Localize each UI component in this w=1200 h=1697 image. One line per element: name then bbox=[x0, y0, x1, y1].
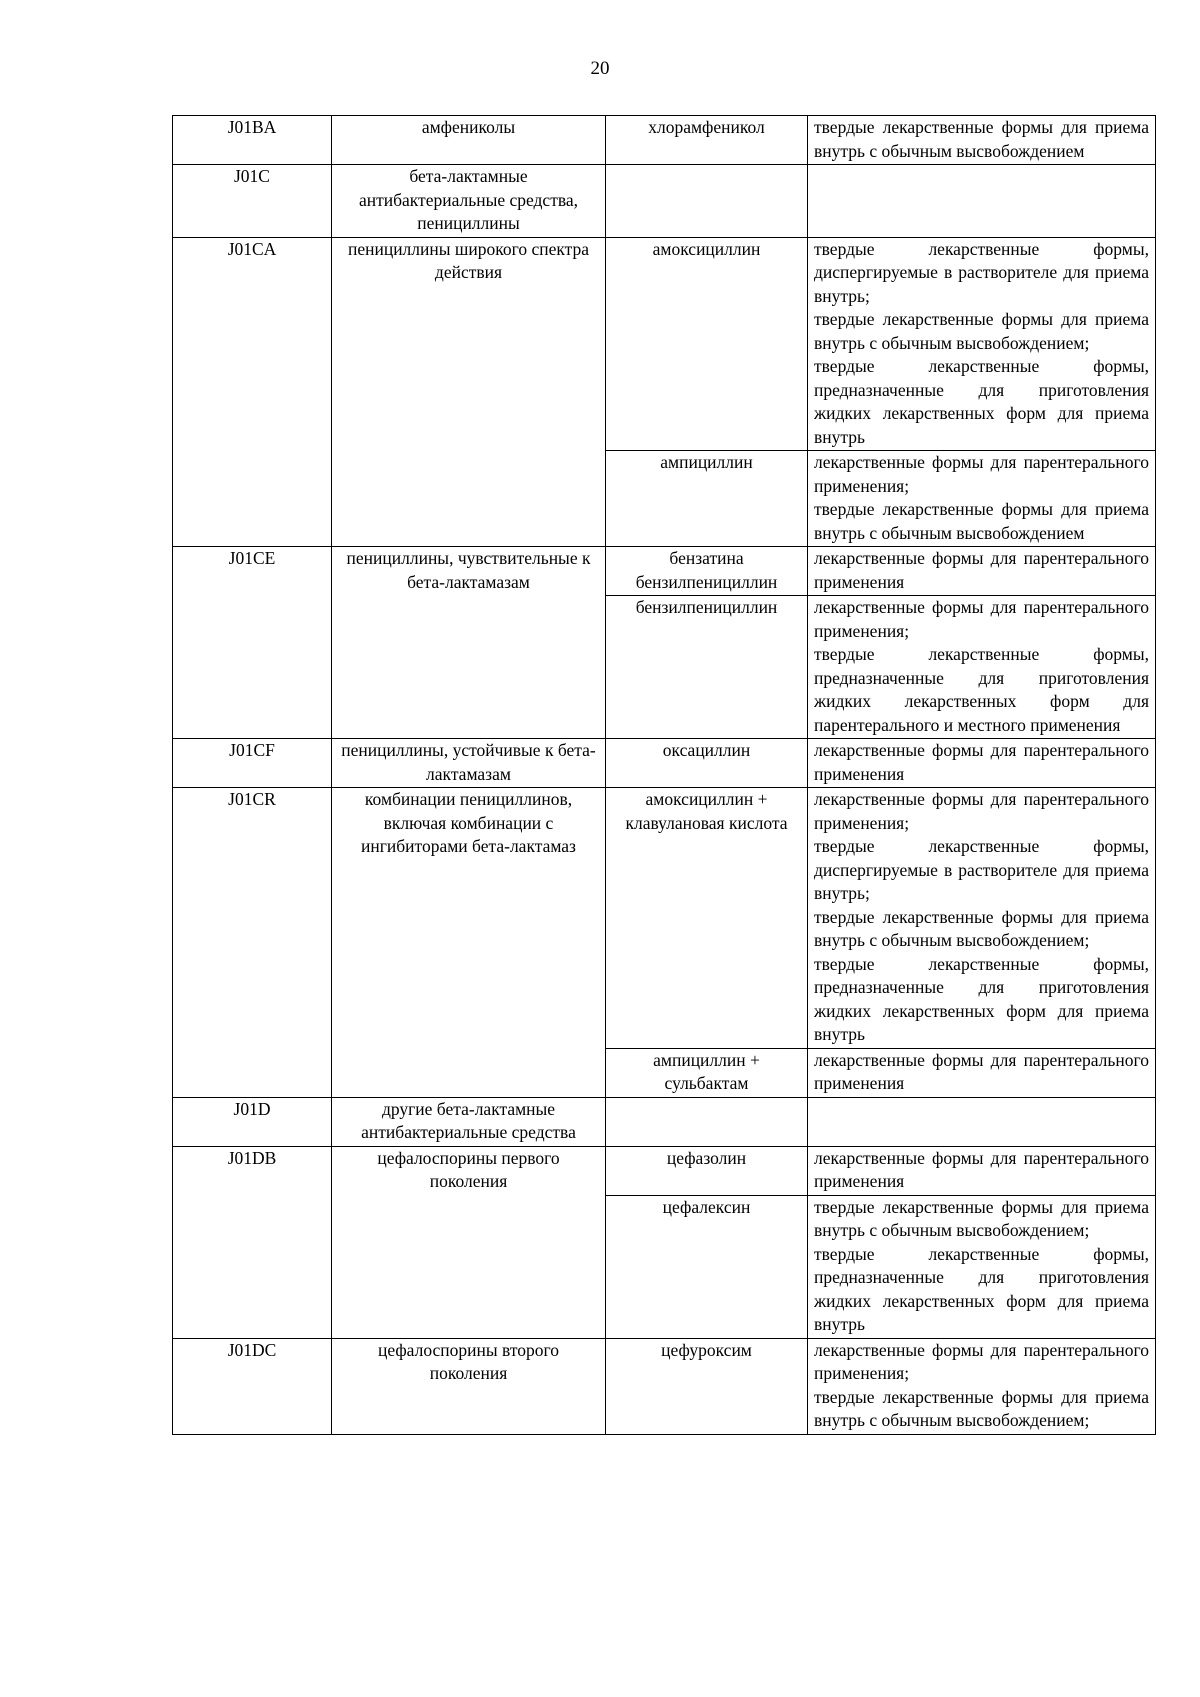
atc-code-cell: J01CR bbox=[173, 788, 332, 1098]
atc-code-cell: J01CA bbox=[173, 237, 332, 547]
dosage-forms-cell bbox=[808, 547, 1156, 596]
dosage-forms-cell bbox=[808, 1195, 1156, 1338]
dosage-forms-cell bbox=[808, 1146, 1156, 1195]
atc-code-cell: J01DB bbox=[173, 1146, 332, 1338]
anatomical-therapeutic-group-cell: цефалоспорины второго поколения bbox=[332, 1338, 606, 1434]
dosage-forms-cell bbox=[808, 451, 1156, 547]
dosage-form-entry: лекарственные формы для парентерального применения; bbox=[814, 597, 1149, 641]
atc-code-cell: J01CE bbox=[173, 547, 332, 739]
table-body bbox=[173, 116, 1156, 1435]
drug-name-cell: ампициллин + сульбактам bbox=[606, 1048, 808, 1097]
dosage-form-entry: лекарственные формы для парентерального применения bbox=[814, 740, 1149, 784]
dosage-forms-cell bbox=[808, 596, 1156, 739]
dosage-form-entry: твердые лекарственные формы, диспергируемые в растворителе для приема внутрь; bbox=[814, 238, 1149, 306]
anatomical-therapeutic-group-cell: бета-лактамные антибактериальные средства, пенициллины bbox=[332, 165, 606, 238]
anatomical-therapeutic-group-cell: пенициллины, устойчивые к бета-лактамазам bbox=[332, 739, 606, 788]
drug-name-cell: ампициллин bbox=[606, 451, 808, 547]
drug-classification-table bbox=[172, 115, 1156, 1435]
drug-name-cell: оксациллин bbox=[606, 739, 808, 788]
drug-name-cell: амоксициллин + клавулановая кислота bbox=[606, 788, 808, 1049]
table-row bbox=[173, 739, 1156, 788]
dosage-forms-cell bbox=[808, 165, 1156, 238]
dosage-form-entry: твердые лекарственные формы, диспергируемые в растворителе для приема внутрь; bbox=[814, 836, 1149, 903]
dosage-form-entry: твердые лекарственные формы для приема внутрь с обычным высвобождением bbox=[814, 117, 1149, 161]
dosage-form-entry: твердые лекарственные формы, предназначенные для приготовления жидких лекарственных форм для приема внутрь bbox=[814, 953, 1149, 1044]
table-row bbox=[173, 1097, 1156, 1146]
atc-code-cell: J01D bbox=[173, 1097, 332, 1146]
dosage-forms-cell bbox=[808, 1338, 1156, 1434]
table-row bbox=[173, 165, 1156, 238]
dosage-form-entry: лекарственные формы для парентерального применения; bbox=[814, 452, 1149, 496]
drug-name-cell bbox=[606, 1097, 808, 1146]
dosage-forms-cell bbox=[808, 116, 1156, 165]
drug-name-cell: хлорамфеникол bbox=[606, 116, 808, 165]
anatomical-therapeutic-group-cell: другие бета-лактамные антибактериальные средства bbox=[332, 1097, 606, 1146]
dosage-form-entry: лекарственные формы для парентерального применения bbox=[814, 1049, 1149, 1093]
dosage-form-entry: твердые лекарственные формы, предназначенные для приготовления жидких лекарственных форм для приема внутрь bbox=[814, 1243, 1149, 1334]
drug-name-cell: цефазолин bbox=[606, 1146, 808, 1195]
table-row bbox=[173, 1146, 1156, 1195]
atc-code-cell: J01CF bbox=[173, 739, 332, 788]
dosage-form-entry: твердые лекарственные формы для приема внутрь с обычным высвобождением bbox=[814, 499, 1149, 543]
table-row bbox=[173, 116, 1156, 165]
atc-code-cell: J01C bbox=[173, 165, 332, 238]
table-row bbox=[173, 237, 1156, 451]
dosage-forms-cell bbox=[808, 788, 1156, 1049]
dosage-forms-cell bbox=[808, 237, 1156, 451]
dosage-form-entry: лекарственные формы для парентерального применения bbox=[814, 548, 1149, 592]
anatomical-therapeutic-group-cell: цефалоспорины первого поколения bbox=[332, 1146, 606, 1338]
dosage-form-entry: твердые лекарственные формы для приема внутрь с обычным высвобождением; bbox=[814, 1196, 1149, 1240]
atc-code-cell: J01DC bbox=[173, 1338, 332, 1434]
dosage-form-entry: твердые лекарственные формы для приема внутрь с обычным высвобождением; bbox=[814, 309, 1149, 353]
drug-name-cell: бензилпенициллин bbox=[606, 596, 808, 739]
anatomical-therapeutic-group-cell: пенициллины, чувствительные к бета-лактамазам bbox=[332, 547, 606, 739]
dosage-forms-cell bbox=[808, 739, 1156, 788]
anatomical-therapeutic-group-cell: пенициллины широкого спектра действия bbox=[332, 237, 606, 547]
drug-name-cell: цефуроксим bbox=[606, 1338, 808, 1434]
dosage-forms-cell bbox=[808, 1048, 1156, 1097]
anatomical-therapeutic-group-cell: комбинации пенициллинов, включая комбинации с ингибиторами бета-лактамаз bbox=[332, 788, 606, 1098]
anatomical-therapeutic-group-cell: амфениколы bbox=[332, 116, 606, 165]
drug-name-cell: амоксициллин bbox=[606, 237, 808, 451]
atc-code-cell: J01BA bbox=[173, 116, 332, 165]
dosage-form-entry: лекарственные формы для парентерального применения; bbox=[814, 789, 1149, 833]
dosage-form-entry: лекарственные формы для парентерального применения bbox=[814, 1147, 1149, 1191]
page-number: 20 bbox=[590, 58, 610, 79]
dosage-form-entry: твердые лекарственные формы для приема внутрь с обычным высвобождением; bbox=[814, 906, 1149, 950]
dosage-forms-cell bbox=[808, 1097, 1156, 1146]
drug-name-cell bbox=[606, 165, 808, 238]
drug-name-cell: цефалексин bbox=[606, 1195, 808, 1338]
table-row bbox=[173, 1338, 1156, 1434]
drug-name-cell: бензатина бензилпенициллин bbox=[606, 547, 808, 596]
dosage-form-entry: твердые лекарственные формы, предназначенные для приготовления жидких лекарственных форм для приема внутрь bbox=[814, 356, 1149, 447]
table-row bbox=[173, 547, 1156, 596]
dosage-form-entry: твердые лекарственные формы, предназначенные для приготовления жидких лекарственных форм для парентерального и местного применения bbox=[814, 644, 1149, 735]
dosage-form-entry: твердые лекарственные формы для приема внутрь с обычным высвобождением; bbox=[814, 1386, 1149, 1430]
dosage-form-entry: лекарственные формы для парентерального применения; bbox=[814, 1339, 1149, 1383]
table-row bbox=[173, 788, 1156, 1049]
